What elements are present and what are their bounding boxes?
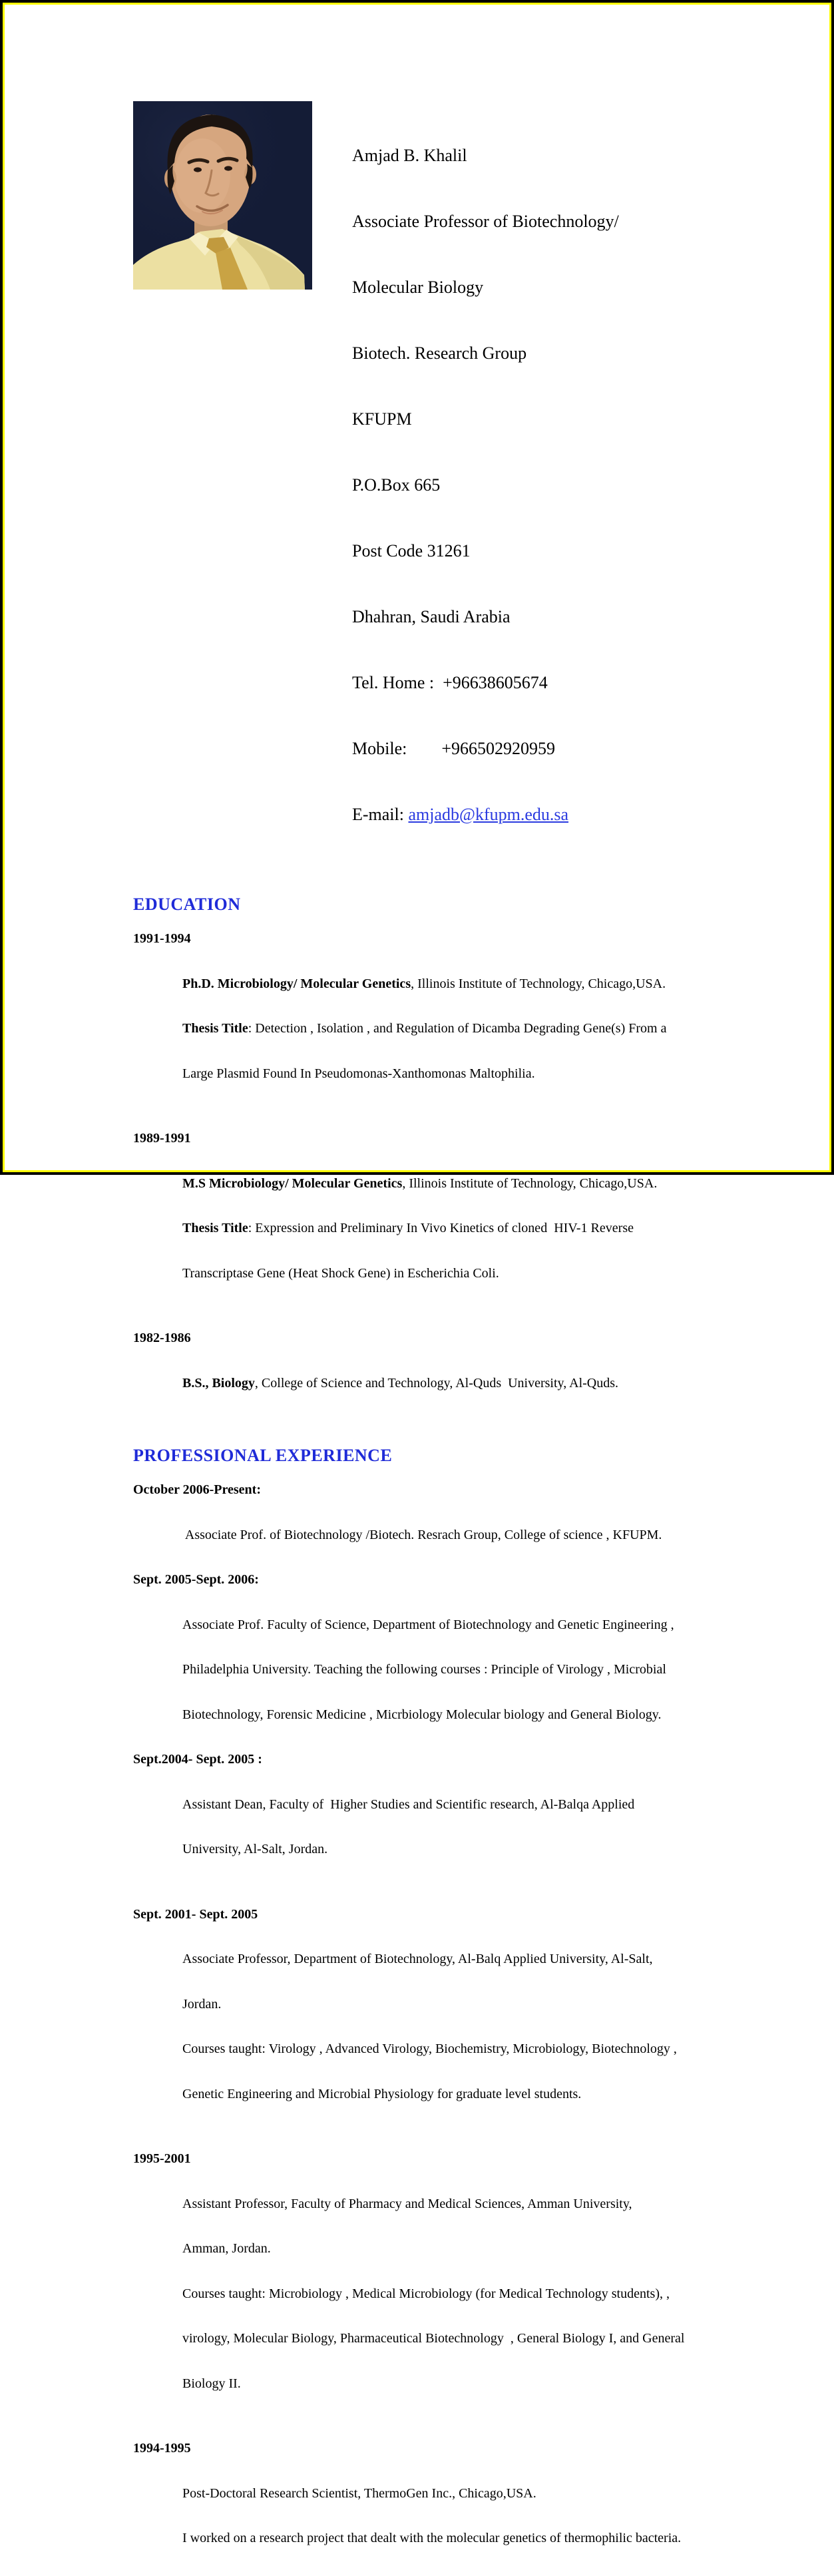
entry-period: 1994-1995 [133, 2441, 191, 2456]
body-line: Courses taught: Virology , Advanced Virology, Biochemistry, Microbiology, Biotechnology , [182, 2041, 677, 2056]
body-line: Post-Doctoral Research Scientist, ThermoGen Inc., Chicago,USA. [182, 2485, 536, 2501]
experience-entry-6 [133, 2441, 809, 2576]
experience-entry-2 [133, 1572, 809, 1752]
phone-home-line: Tel. Home : +96638605674 [352, 673, 548, 692]
body-line: Biotechnology, Forensic Medicine , Micrbiology Molecular biology and General Biology. [182, 1707, 662, 1722]
education-entry-3 [133, 1331, 809, 1420]
experience-entry-1 [133, 1482, 809, 1572]
body-line: Assistant Dean, Faculty of Higher Studies and Scientific research, Al-Balqa Applied [182, 1797, 635, 1812]
body-line: Large Plasmid Found In Pseudomonas-Xanthomonas Maltophilia. [182, 1066, 535, 1081]
body-line: Associate Professor, Department of Biotechnology, Al-Balq Applied University, Al-Salt, [182, 1952, 653, 1966]
body-line: Courses taught: Microbiology , Medical Microbiology (for Medical Technology students), , [182, 2286, 670, 2301]
body-line: M.S Microbiology/ Molecular Genetics, Illinois Institute of Technology, Chicago,USA. [182, 1176, 658, 1191]
entry-period: 1995-2001 [133, 2151, 191, 2166]
body-line: Transcriptase Gene (Heat Shock Gene) in Escherichia Coli. [182, 1265, 499, 1281]
body-line: Associate Prof. Faculty of Science, Department of Biotechnology and Genetic Engineering , [182, 1617, 674, 1632]
body-line: virology, Molecular Biology, Pharmaceutical Biotechnology , General Biology I, and General [182, 2331, 685, 2346]
body-line: Amman, Jordan. [182, 2241, 271, 2256]
person-location: Dhahran, Saudi Arabia [352, 607, 511, 626]
body-line: Ph.D. Microbiology/ Molecular Genetics, Illinois Institute of Technology, Chicago,USA. [182, 976, 666, 991]
entry-body [182, 1346, 809, 1421]
experience-entry-4 [133, 1907, 809, 2132]
email-line [352, 803, 619, 825]
person-group: Biotech. Research Group [352, 343, 527, 363]
person-postcode: Post Code 31261 [352, 541, 471, 560]
person-pobox: P.O.Box 665 [352, 475, 441, 495]
body-line: Assistant Professor, Faculty of Pharmacy and Medical Sciences, Amman University, [182, 2196, 632, 2211]
person-university: KFUPM [352, 409, 412, 429]
body-line: Thesis Title: Detection , Isolation , and Regulation of Dicamba Degrading Gene(s) From a [182, 1021, 667, 1036]
contact-block [352, 101, 619, 869]
entry-period: Sept. 2005-Sept. 2006: [133, 1572, 259, 1587]
entry-body [182, 1588, 809, 1753]
portrait-photo [133, 101, 312, 290]
entry-body [182, 1922, 809, 2131]
education-heading: EDUCATION [133, 895, 241, 914]
body-line: Jordan. [182, 1996, 222, 2012]
entry-period: 1982-1986 [133, 1331, 191, 1345]
experience-entry-3 [133, 1752, 809, 1887]
body-line: University, Al-Salt, Jordan. [182, 1842, 328, 1856]
person-title-line2: Molecular Biology [352, 278, 484, 297]
entry-body [182, 1498, 809, 1573]
entry-period: Sept. 2001- Sept. 2005 [133, 1906, 258, 1922]
mobile-line: Mobile: +966502920959 [352, 739, 555, 758]
body-line: Philadelphia University. Teaching the following courses : Principle of Virology , Microbial [182, 1662, 666, 1677]
entry-body [182, 1767, 809, 1887]
person-title-line1: Associate Professor of Biotechnology/ [352, 212, 619, 231]
portrait-photo-illustration [133, 101, 312, 290]
entry-period: 1991-1994 [133, 931, 191, 946]
education-entry-2 [133, 1131, 809, 1311]
experience-entry-5 [133, 2151, 809, 2421]
body-line: Associate Prof. of Biotechnology /Biotech. Resrach Group, College of science , KFUPM. [182, 1527, 662, 1542]
body-line: I worked on a research project that dealt with the molecular genetics of thermophilic bacteria. [182, 2531, 682, 2545]
email-label: E-mail: [352, 805, 409, 824]
entry-period: 1989-1991 [133, 1131, 191, 1146]
entry-period: Sept.2004- Sept. 2005 : [133, 1752, 262, 1767]
entry-body [182, 947, 809, 1112]
email-link[interactable]: amjadb@kfupm.edu.sa [408, 805, 569, 824]
body-line: Genetic Engineering and Microbial Physiology for graduate level students. [182, 2086, 582, 2101]
body-line: B.S., Biology, College of Science and Technology, Al-Quds University, Al-Quds. [182, 1375, 619, 1391]
entry-body [182, 2167, 809, 2422]
header [133, 101, 809, 869]
page-inner-border [3, 3, 831, 2545]
experience-heading: PROFESSIONAL EXPERIENCE [133, 1446, 393, 1465]
person-name: Amjad B. Khalil [352, 146, 467, 165]
entry-period: October 2006-Present: [133, 1482, 261, 1497]
entry-body [182, 1146, 809, 1311]
body-line: Biology II. [182, 2376, 241, 2391]
entry-body [182, 2456, 809, 2576]
body-line: Thesis Title: Expression and Preliminary In Vivo Kinetics of cloned HIV-1 Reverse [182, 1221, 634, 1235]
education-entry-1 [133, 931, 809, 1111]
